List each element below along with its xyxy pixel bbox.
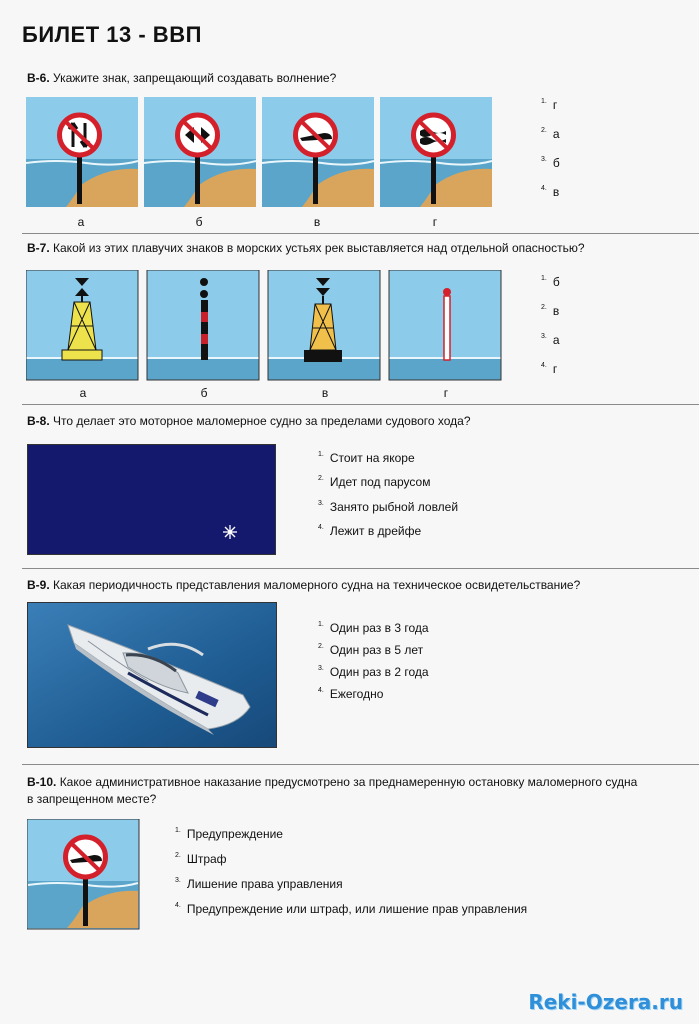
question-text: Какая периодичность представления маломерного судна на техническое освидетельствание? xyxy=(53,578,581,592)
answer-option-2[interactable]: $^{2.}$ в xyxy=(541,304,560,318)
answer-option-1[interactable]: $^{1.}$ г xyxy=(541,98,558,112)
image-label-g: г xyxy=(432,215,438,229)
ticket-title: БИЛЕТ 13 - ВВП xyxy=(22,22,202,47)
site-watermark: Reki-Ozera.ru xyxy=(528,990,683,1014)
divider xyxy=(22,568,699,569)
answer-option-3[interactable]: $^{3.}$ Лишение права управления xyxy=(175,877,343,891)
question-6 xyxy=(27,70,336,86)
buoy-g-image xyxy=(389,270,501,380)
question-text: Укажите знак, запрещающий создавать волнение? xyxy=(53,71,337,85)
sign-g-image xyxy=(380,97,492,207)
sign-v-image xyxy=(262,97,374,207)
image-label-b: б xyxy=(195,215,203,229)
buoy-a-image xyxy=(26,270,138,380)
question-number: В-7. xyxy=(27,241,50,255)
question-text: Какое административное наказание предусмотрено за преднамеренную остановку маломерного судна xyxy=(59,775,638,789)
question-number: В-10. xyxy=(27,775,57,789)
answer-option-4[interactable]: $^{4.}$ Лежит в дрейфе xyxy=(318,524,422,538)
question-text: Что делает это моторное маломерное судно за пределами судового хода? xyxy=(53,414,471,428)
answer-option-1[interactable]: $^{1.}$ Один раз в 3 года xyxy=(318,621,429,635)
answer-option-4[interactable]: $^{4.}$ Ежегодно xyxy=(318,687,384,701)
sign-b-image xyxy=(144,97,256,207)
night-scene-image xyxy=(27,444,276,555)
question-number: В-8. xyxy=(27,414,50,428)
answer-option-3[interactable]: $^{3.}$ Один раз в 2 года xyxy=(318,665,429,679)
question-10 xyxy=(27,774,637,790)
answer-option-4[interactable]: $^{4.}$ в xyxy=(541,185,560,199)
image-label-g: г xyxy=(443,386,449,400)
motor-boat-image xyxy=(27,602,277,748)
divider xyxy=(22,233,699,234)
image-label-v: в xyxy=(321,386,329,400)
answer-option-2[interactable]: $^{2.}$ Один раз в 5 лет xyxy=(318,643,424,657)
image-label-a: а xyxy=(77,215,85,229)
question-9 xyxy=(27,577,580,593)
answer-option-2[interactable]: $^{2.}$ Идет под парусом xyxy=(318,475,431,489)
answer-option-3[interactable]: $^{3.}$ б xyxy=(541,156,560,170)
answer-option-4[interactable]: $^{4.}$ г xyxy=(541,362,558,376)
answer-option-2[interactable]: $^{2.}$ а xyxy=(541,127,560,141)
question-8 xyxy=(27,413,471,429)
answer-option-3[interactable]: $^{3.}$ а xyxy=(541,333,560,347)
answer-option-4[interactable]: $^{4.}$ Предупреждение или штраф, или лишение прав управления xyxy=(175,902,528,916)
q6-sign-images xyxy=(26,97,496,208)
divider xyxy=(22,404,699,405)
divider xyxy=(22,764,699,765)
image-label-b: б xyxy=(200,386,208,400)
answer-option-3[interactable]: $^{3.}$ Занято рыбной ловлей xyxy=(318,500,459,514)
image-label-v: в xyxy=(313,215,321,229)
white-light-icon xyxy=(28,445,275,554)
image-label-a: а xyxy=(79,386,87,400)
answer-option-2[interactable]: $^{2.}$ Штраф xyxy=(175,852,227,866)
q7-buoy-images xyxy=(26,270,504,382)
answer-option-1[interactable]: $^{1.}$ Предупреждение xyxy=(175,827,283,841)
question-7 xyxy=(27,240,585,256)
question-10-line-2: в запрещенном месте? xyxy=(27,792,157,806)
q10-sign-image xyxy=(27,819,140,931)
answer-option-1[interactable]: $^{1.}$ б xyxy=(541,275,560,289)
sign-a-image xyxy=(26,97,138,207)
buoy-b-image xyxy=(147,270,259,380)
buoy-v-image xyxy=(268,270,380,380)
question-number: В-9. xyxy=(27,578,50,592)
question-text: Какой из этих плавучих знаков в морских устьях рек выставляется над отдельной опасностью? xyxy=(53,241,585,255)
question-number: В-6. xyxy=(27,71,50,85)
answer-option-1[interactable]: $^{1.}$ Стоит на якоре xyxy=(318,451,415,465)
